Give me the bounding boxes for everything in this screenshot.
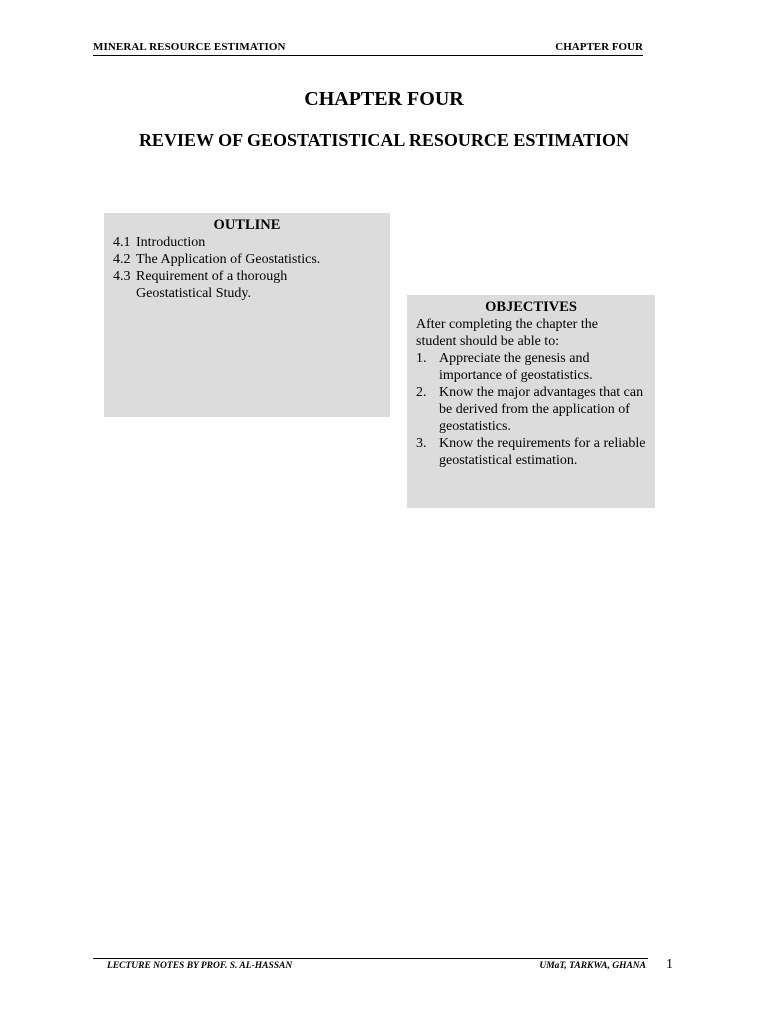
header-course-title: MINERAL RESOURCE ESTIMATION: [93, 41, 286, 53]
page-footer: [93, 958, 648, 973]
page-header: [93, 41, 643, 56]
objective-item-text: Appreciate the genesis and importance of geostatistics.: [439, 351, 593, 383]
objective-item: [416, 384, 646, 435]
objectives-box: [407, 295, 655, 508]
objective-item: [416, 435, 646, 469]
outline-item-text: Requirement of a thorough Geostatistical Study.: [136, 269, 288, 301]
objective-item-number: 1.: [416, 351, 427, 366]
objective-item-number: 2.: [416, 385, 427, 400]
objective-item-text: Know the major advantages that can be derived from the application of geostatistics.: [439, 385, 644, 434]
objective-item-number: 3.: [416, 436, 427, 451]
outline-item-text: Introduction: [136, 235, 206, 250]
outline-item: [113, 251, 381, 268]
outline-item-number: 4.2: [113, 252, 131, 267]
footer-institution: UMaT, TARKWA, GHANA: [539, 961, 646, 971]
objective-item: [416, 350, 646, 384]
footer-author: LECTURE NOTES BY PROF. S. AL-HASSAN: [107, 961, 293, 971]
page-number: 1: [666, 957, 673, 972]
outline-box: [104, 213, 390, 417]
outline-item-text: The Application of Geostatistics.: [136, 252, 321, 267]
objectives-intro: After completing the chapter the student should be able to:: [416, 317, 598, 349]
chapter-subtitle: REVIEW OF GEOSTATISTICAL RESOURCE ESTIMATION: [138, 130, 630, 150]
objective-item-text: Know the requirements for a reliable geostatistical estimation.: [439, 436, 646, 468]
chapter-title: CHAPTER FOUR: [304, 88, 464, 110]
header-chapter-label: CHAPTER FOUR: [555, 41, 643, 53]
outline-title: OUTLINE: [213, 217, 281, 233]
outline-item-number: 4.1: [113, 235, 131, 250]
outline-item: [113, 234, 381, 251]
objectives-title: OBJECTIVES: [485, 299, 577, 315]
outline-item: [113, 268, 381, 302]
outline-item-number: 4.3: [113, 269, 131, 284]
